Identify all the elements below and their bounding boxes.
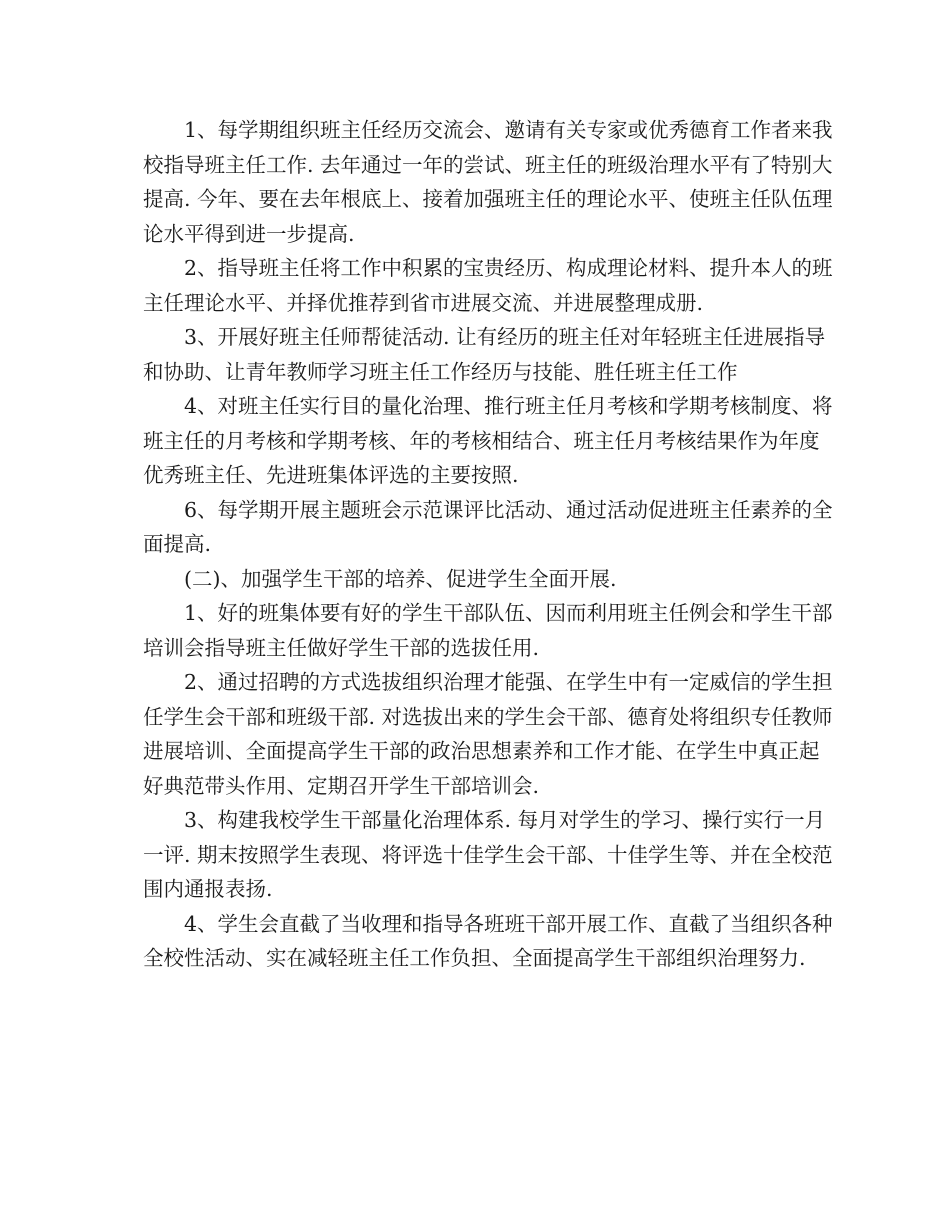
paragraph-1: 1、每学期组织班主任经历交流会、邀请有关专家或优秀德育工作者来我校指导班主任工作. 去年通过一年的尝试、班主任的班级治理水平有了特别大提高. 今年、要在去年根底上、接着加强班主任的理论水平、使班主任队伍理论水平得到进一步提高. bbox=[143, 118, 833, 246]
paragraph-9: 4、学生会直截了当收理和指导各班班干部开展工作、直截了当组织各种全校性活动、实在减轻班主任工作负担、全面提高学生干部组织治理努力. bbox=[143, 911, 833, 970]
paragraph-6: 1、好的班集体要有好的学生干部队伍、因而利用班主任例会和学生干部培训会指导班主任做好学生干部的选拔任用. bbox=[143, 601, 833, 660]
paragraph-8: 3、构建我校学生干部量化治理体系. 每月对学生的学习、操行实行一月一评. 期末按照学生表现、将评选十佳学生会干部、十佳学生等、并在全校范围内通报表扬. bbox=[143, 808, 833, 901]
paragraph-5: 6、每学期开展主题班会示范课评比活动、通过活动促进班主任素养的全面提高. bbox=[143, 497, 833, 556]
paragraph-4: 4、对班主任实行目的量化治理、推行班主任月考核和学期考核制度、将班主任的月考核和学期考核、年的考核相结合、班主任月考核结果作为年度优秀班主任、先进班集体评选的主要按照. bbox=[143, 394, 833, 487]
paragraph-3: 3、开展好班主任师帮徒活动. 让有经历的班主任对年轻班主任进展指导和协助、让青年教师学习班主任工作经历与技能、胜任班主任工作 bbox=[143, 325, 826, 384]
section-heading: (二)、加强学生干部的培养、促进学生全面开展. bbox=[184, 566, 617, 591]
paragraph-2: 2、指导班主任将工作中积累的宝贵经历、构成理论材料、提升本人的班主任理论水平、并择优推荐到省市进展交流、并进展整理成册. bbox=[143, 256, 833, 315]
document-body bbox=[143, 113, 833, 976]
paragraph-7: 2、通过招聘的方式选拔组织治理才能强、在学生中有一定威信的学生担任学生会干部和班级干部. 对选拔出来的学生会干部、德育处将组织专任教师进展培训、全面提高学生干部的政治思想素养和工作才能、在学生中真正起好典范带头作用、定期召开学生干部培训会. bbox=[143, 670, 833, 798]
